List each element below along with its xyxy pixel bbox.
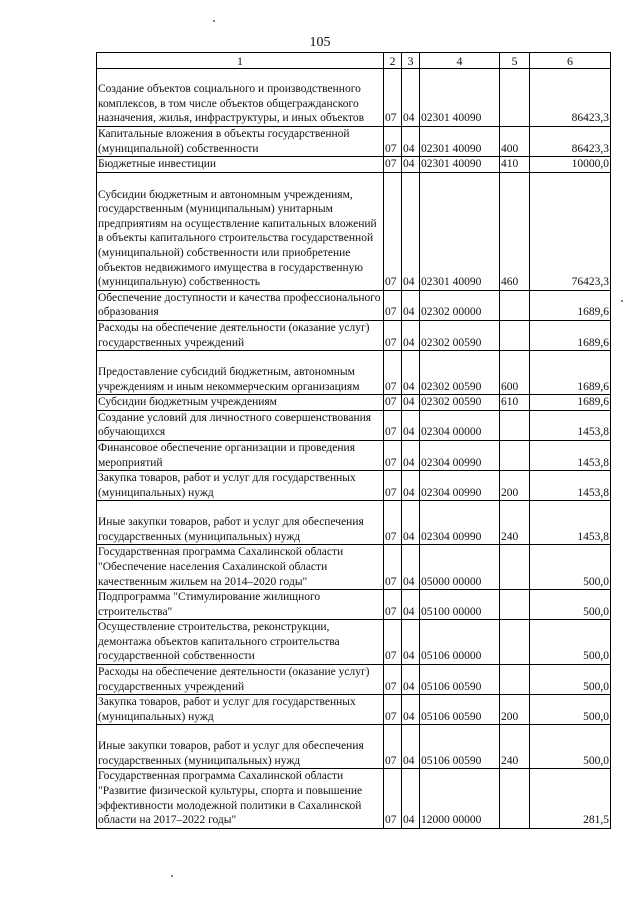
- row-subsection: 04: [402, 127, 420, 157]
- table-row: [97, 395, 611, 411]
- row-amount: 1689,6: [530, 290, 611, 320]
- row-expense-type: [500, 440, 530, 470]
- row-section: 07: [384, 320, 402, 350]
- row-amount: 281,5: [530, 769, 611, 828]
- table-row: [97, 769, 611, 828]
- header-sum: 6: [530, 53, 611, 69]
- table-row: [97, 172, 611, 290]
- row-name: Расходы на обеспечение деятельности (оказание услуг) государственных учреждений: [97, 320, 384, 350]
- row-expense-type: [500, 665, 530, 695]
- row-expense-type: [500, 69, 530, 127]
- table-row: [97, 410, 611, 440]
- row-subsection: 04: [402, 769, 420, 828]
- row-name: Субсидии бюджетным и автономным учреждениям, государственным (муниципальным) унитарным предприятиям на осуществление капитальных вложений в объекты капитального строительства государственной (муниципальной) собственности или приобретение объектов недвижимого имущества в государственную (муниципальную) собственность: [97, 172, 384, 290]
- row-expense-type: [500, 545, 530, 590]
- table-row: [97, 590, 611, 620]
- table-row: [97, 157, 611, 173]
- row-subsection: 04: [402, 351, 420, 395]
- row-subsection: 04: [402, 620, 420, 665]
- row-section: 07: [384, 290, 402, 320]
- table-row: [97, 545, 611, 590]
- row-name: Бюджетные инвестиции: [97, 157, 384, 173]
- row-subsection: 04: [402, 665, 420, 695]
- row-section: 07: [384, 695, 402, 725]
- row-section: 07: [384, 620, 402, 665]
- row-amount: 76423,3: [530, 172, 611, 290]
- row-expense-type: 240: [500, 725, 530, 769]
- header-rz: 2: [384, 53, 402, 69]
- row-subsection: 04: [402, 501, 420, 545]
- row-target-article: 02301 40090: [420, 172, 500, 290]
- row-target-article: 05106 00590: [420, 695, 500, 725]
- row-subsection: 04: [402, 157, 420, 173]
- row-section: 07: [384, 665, 402, 695]
- row-name: Государственная программа Сахалинской области "Обеспечение населения Сахалинской области качественным жильем на 2014–2020 годы": [97, 545, 384, 590]
- row-amount: 10000,0: [530, 157, 611, 173]
- row-name: Иные закупки товаров, работ и услуг для обеспечения государственных (муниципальных) нужд: [97, 725, 384, 769]
- table-row: [97, 501, 611, 545]
- row-section: 07: [384, 127, 402, 157]
- row-section: 07: [384, 69, 402, 127]
- row-name: Предоставление субсидий бюджетным, автономным учреждениям и иным некоммерческим организациям: [97, 351, 384, 395]
- row-section: 07: [384, 157, 402, 173]
- row-name: Расходы на обеспечение деятельности (оказание услуг) государственных учреждений: [97, 665, 384, 695]
- row-expense-type: 400: [500, 127, 530, 157]
- row-name: Создание условий для личностного совершенствования обучающихся: [97, 410, 384, 440]
- header-name: 1: [97, 53, 384, 69]
- row-section: 07: [384, 545, 402, 590]
- row-target-article: 02302 00590: [420, 351, 500, 395]
- row-amount: 1689,6: [530, 320, 611, 350]
- row-amount: 500,0: [530, 545, 611, 590]
- row-amount: 1453,8: [530, 410, 611, 440]
- row-subsection: 04: [402, 471, 420, 501]
- row-amount: 86423,3: [530, 69, 611, 127]
- row-name: Закупка товаров, работ и услуг для государственных (муниципальных) нужд: [97, 695, 384, 725]
- row-target-article: 02301 40090: [420, 157, 500, 173]
- row-section: 07: [384, 410, 402, 440]
- row-name: Создание объектов социального и производственного комплексов, в том числе объектов общегражданского назначения, жилья, инфраструктуры, и иных объектов: [97, 69, 384, 127]
- row-target-article: 02304 00990: [420, 471, 500, 501]
- table-row: [97, 69, 611, 127]
- row-section: 07: [384, 769, 402, 828]
- row-target-article: 02302 00590: [420, 395, 500, 411]
- row-expense-type: 200: [500, 695, 530, 725]
- row-target-article: 02301 40090: [420, 127, 500, 157]
- row-section: 07: [384, 395, 402, 411]
- row-expense-type: 240: [500, 501, 530, 545]
- table-row: [97, 620, 611, 665]
- row-expense-type: [500, 290, 530, 320]
- budget-table: [96, 52, 611, 829]
- scan-speck: [171, 875, 173, 877]
- row-subsection: 04: [402, 440, 420, 470]
- row-expense-type: [500, 620, 530, 665]
- row-amount: 1453,8: [530, 471, 611, 501]
- header-row: [97, 53, 611, 69]
- scan-speck: [213, 20, 215, 22]
- row-expense-type: [500, 590, 530, 620]
- table-row: [97, 320, 611, 350]
- row-expense-type: 460: [500, 172, 530, 290]
- row-amount: 1453,8: [530, 501, 611, 545]
- row-target-article: 02304 00990: [420, 440, 500, 470]
- table-row: [97, 665, 611, 695]
- row-name: Закупка товаров, работ и услуг для государственных (муниципальных) нужд: [97, 471, 384, 501]
- row-amount: 500,0: [530, 725, 611, 769]
- row-section: 07: [384, 501, 402, 545]
- row-amount: 1689,6: [530, 351, 611, 395]
- scan-speck: [621, 300, 623, 302]
- row-target-article: 05000 00000: [420, 545, 500, 590]
- row-expense-type: [500, 769, 530, 828]
- table-row: [97, 290, 611, 320]
- table-row: [97, 471, 611, 501]
- table-row: [97, 351, 611, 395]
- row-amount: 86423,3: [530, 127, 611, 157]
- row-name: Подпрограмма "Стимулирование жилищного строительства": [97, 590, 384, 620]
- row-target-article: 05106 00590: [420, 725, 500, 769]
- row-expense-type: 410: [500, 157, 530, 173]
- row-target-article: 12000 00000: [420, 769, 500, 828]
- row-name: Обеспечение доступности и качества профессионального образования: [97, 290, 384, 320]
- row-subsection: 04: [402, 725, 420, 769]
- table-row: [97, 127, 611, 157]
- row-expense-type: 610: [500, 395, 530, 411]
- table-row: [97, 440, 611, 470]
- row-expense-type: [500, 410, 530, 440]
- row-subsection: 04: [402, 395, 420, 411]
- row-subsection: 04: [402, 69, 420, 127]
- row-target-article: 05106 00000: [420, 620, 500, 665]
- table-row: [97, 725, 611, 769]
- row-subsection: 04: [402, 290, 420, 320]
- row-amount: 1689,6: [530, 395, 611, 411]
- row-target-article: 02302 00590: [420, 320, 500, 350]
- row-name: Капитальные вложения в объекты государственной (муниципальной) собственности: [97, 127, 384, 157]
- row-target-article: 05100 00000: [420, 590, 500, 620]
- row-amount: 500,0: [530, 695, 611, 725]
- row-section: 07: [384, 590, 402, 620]
- row-expense-type: 600: [500, 351, 530, 395]
- row-target-article: 02302 00000: [420, 290, 500, 320]
- row-name: Государственная программа Сахалинской области "Развитие физической культуры, спорта и повышение эффективности молодежной политики в Сахалинской области на 2017–2022 годы": [97, 769, 384, 828]
- row-name: Финансовое обеспечение организации и проведения мероприятий: [97, 440, 384, 470]
- row-subsection: 04: [402, 695, 420, 725]
- row-section: 07: [384, 351, 402, 395]
- row-target-article: 05106 00590: [420, 665, 500, 695]
- table-row: [97, 695, 611, 725]
- row-name: Иные закупки товаров, работ и услуг для обеспечения государственных (муниципальных) нужд: [97, 501, 384, 545]
- row-target-article: 02304 00990: [420, 501, 500, 545]
- row-name: Осуществление строительства, реконструкции, демонтажа объектов капитального строительства государственной собственности: [97, 620, 384, 665]
- row-target-article: 02304 00000: [420, 410, 500, 440]
- row-subsection: 04: [402, 410, 420, 440]
- row-subsection: 04: [402, 172, 420, 290]
- row-subsection: 04: [402, 320, 420, 350]
- row-expense-type: [500, 320, 530, 350]
- page-number: 105: [309, 35, 331, 50]
- row-section: 07: [384, 172, 402, 290]
- row-amount: 500,0: [530, 590, 611, 620]
- row-section: 07: [384, 471, 402, 501]
- row-amount: 500,0: [530, 665, 611, 695]
- row-amount: 1453,8: [530, 440, 611, 470]
- row-subsection: 04: [402, 545, 420, 590]
- row-amount: 500,0: [530, 620, 611, 665]
- row-expense-type: 200: [500, 471, 530, 501]
- header-vr: 5: [500, 53, 530, 69]
- header-pr: 3: [402, 53, 420, 69]
- row-target-article: 02301 40090: [420, 69, 500, 127]
- row-subsection: 04: [402, 590, 420, 620]
- row-section: 07: [384, 725, 402, 769]
- header-csr: 4: [420, 53, 500, 69]
- row-section: 07: [384, 440, 402, 470]
- row-name: Субсидии бюджетным учреждениям: [97, 395, 384, 411]
